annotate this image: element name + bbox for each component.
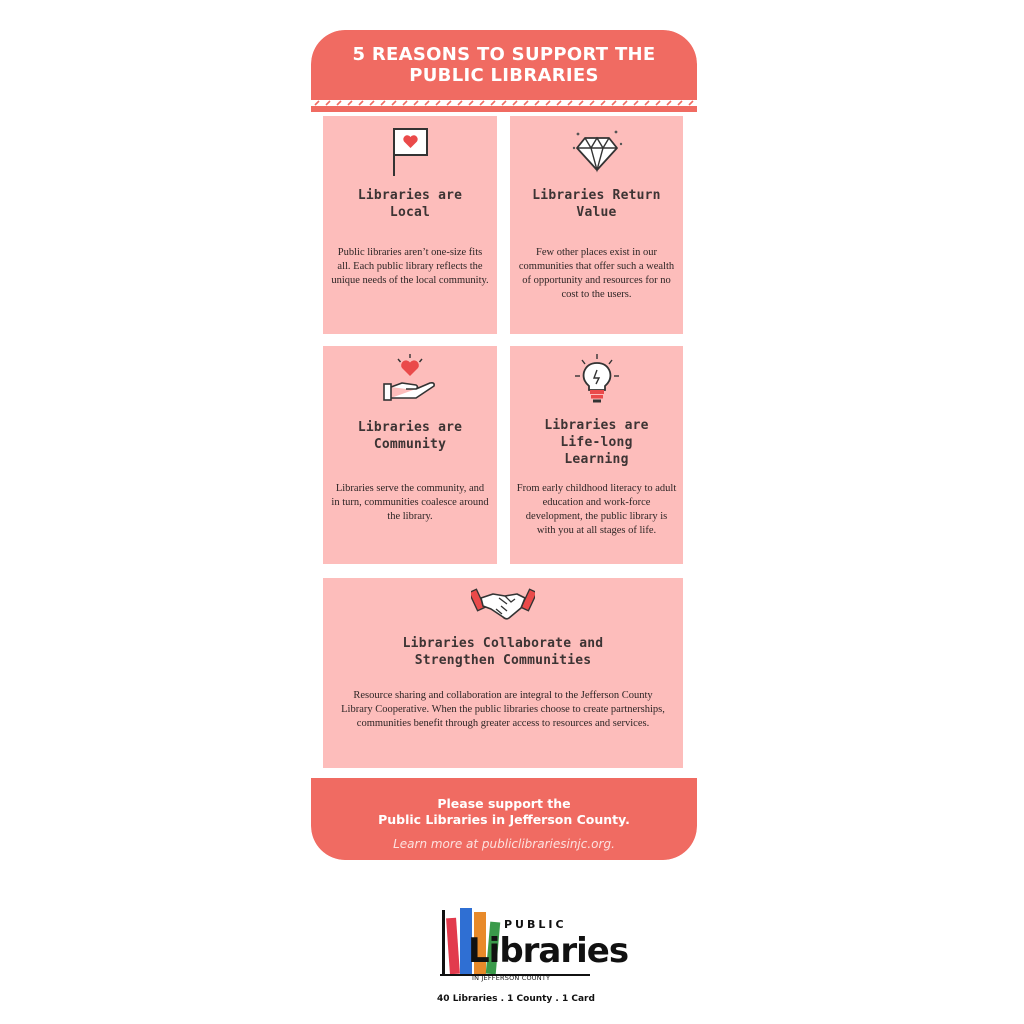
tile-heading: Libraries Collaborate and Strengthen Communities	[402, 636, 604, 668]
tile-body: Libraries serve the community, and in turn, communities coalesce around the library.	[331, 483, 489, 522]
hand-heart-icon	[323, 352, 497, 404]
tile-heading: Libraries are Local	[357, 188, 463, 220]
tile-local	[323, 116, 497, 334]
logo-tagline: 40 Libraries . 1 County . 1 Card	[437, 994, 595, 1004]
diamond-icon	[510, 126, 683, 174]
tile-body: Few other places exist in our communities that offer such a wealth of opportunity and resources for no cost to the users.	[518, 247, 675, 300]
title-line-1: 5 REASONS TO SUPPORT THE	[352, 44, 656, 65]
tile-body: Public libraries aren’t one-size fits all. Each public library reflects the unique needs of the local community.	[331, 247, 489, 286]
footer-cta: Please support the Public Libraries in Jefferson County.	[378, 796, 630, 827]
public-libraries-logo	[436, 906, 629, 1010]
tile-community	[323, 346, 497, 564]
title-line-2: PUBLIC LIBRARIES	[409, 65, 599, 86]
flag-heart-icon	[323, 124, 497, 178]
logo-county-text: IN JEFFERSON COUNTY	[472, 974, 551, 982]
tile-heading: Libraries Return Value	[532, 188, 661, 220]
logo-libraries-text: Libraries	[468, 931, 629, 971]
infographic-card	[311, 30, 697, 860]
logo-public-text: PUBLIC	[504, 918, 567, 931]
tile-collaborate	[323, 578, 683, 768]
tile-body: From early childhood literacy to adult education and work-force development, the public library is with you at all stages of life.	[516, 483, 677, 536]
handshake-icon	[323, 584, 683, 624]
header-stitch-divider	[311, 100, 697, 106]
lightbulb-icon	[510, 352, 683, 406]
tile-heading: Libraries are Life-long Learning	[544, 418, 649, 467]
tile-body: Resource sharing and collaboration are integral to the Jefferson County Library Cooperative. When the public libraries choose to create partnerships, communities benefit through greater access to resources and services.	[341, 690, 665, 729]
page-title	[311, 44, 697, 86]
footer-link-text: Learn more at publiclibrariesinjc.org.	[393, 837, 615, 851]
tile-heading: Libraries are Community	[357, 420, 463, 452]
tile-learning	[510, 346, 683, 564]
tile-value	[510, 116, 683, 334]
